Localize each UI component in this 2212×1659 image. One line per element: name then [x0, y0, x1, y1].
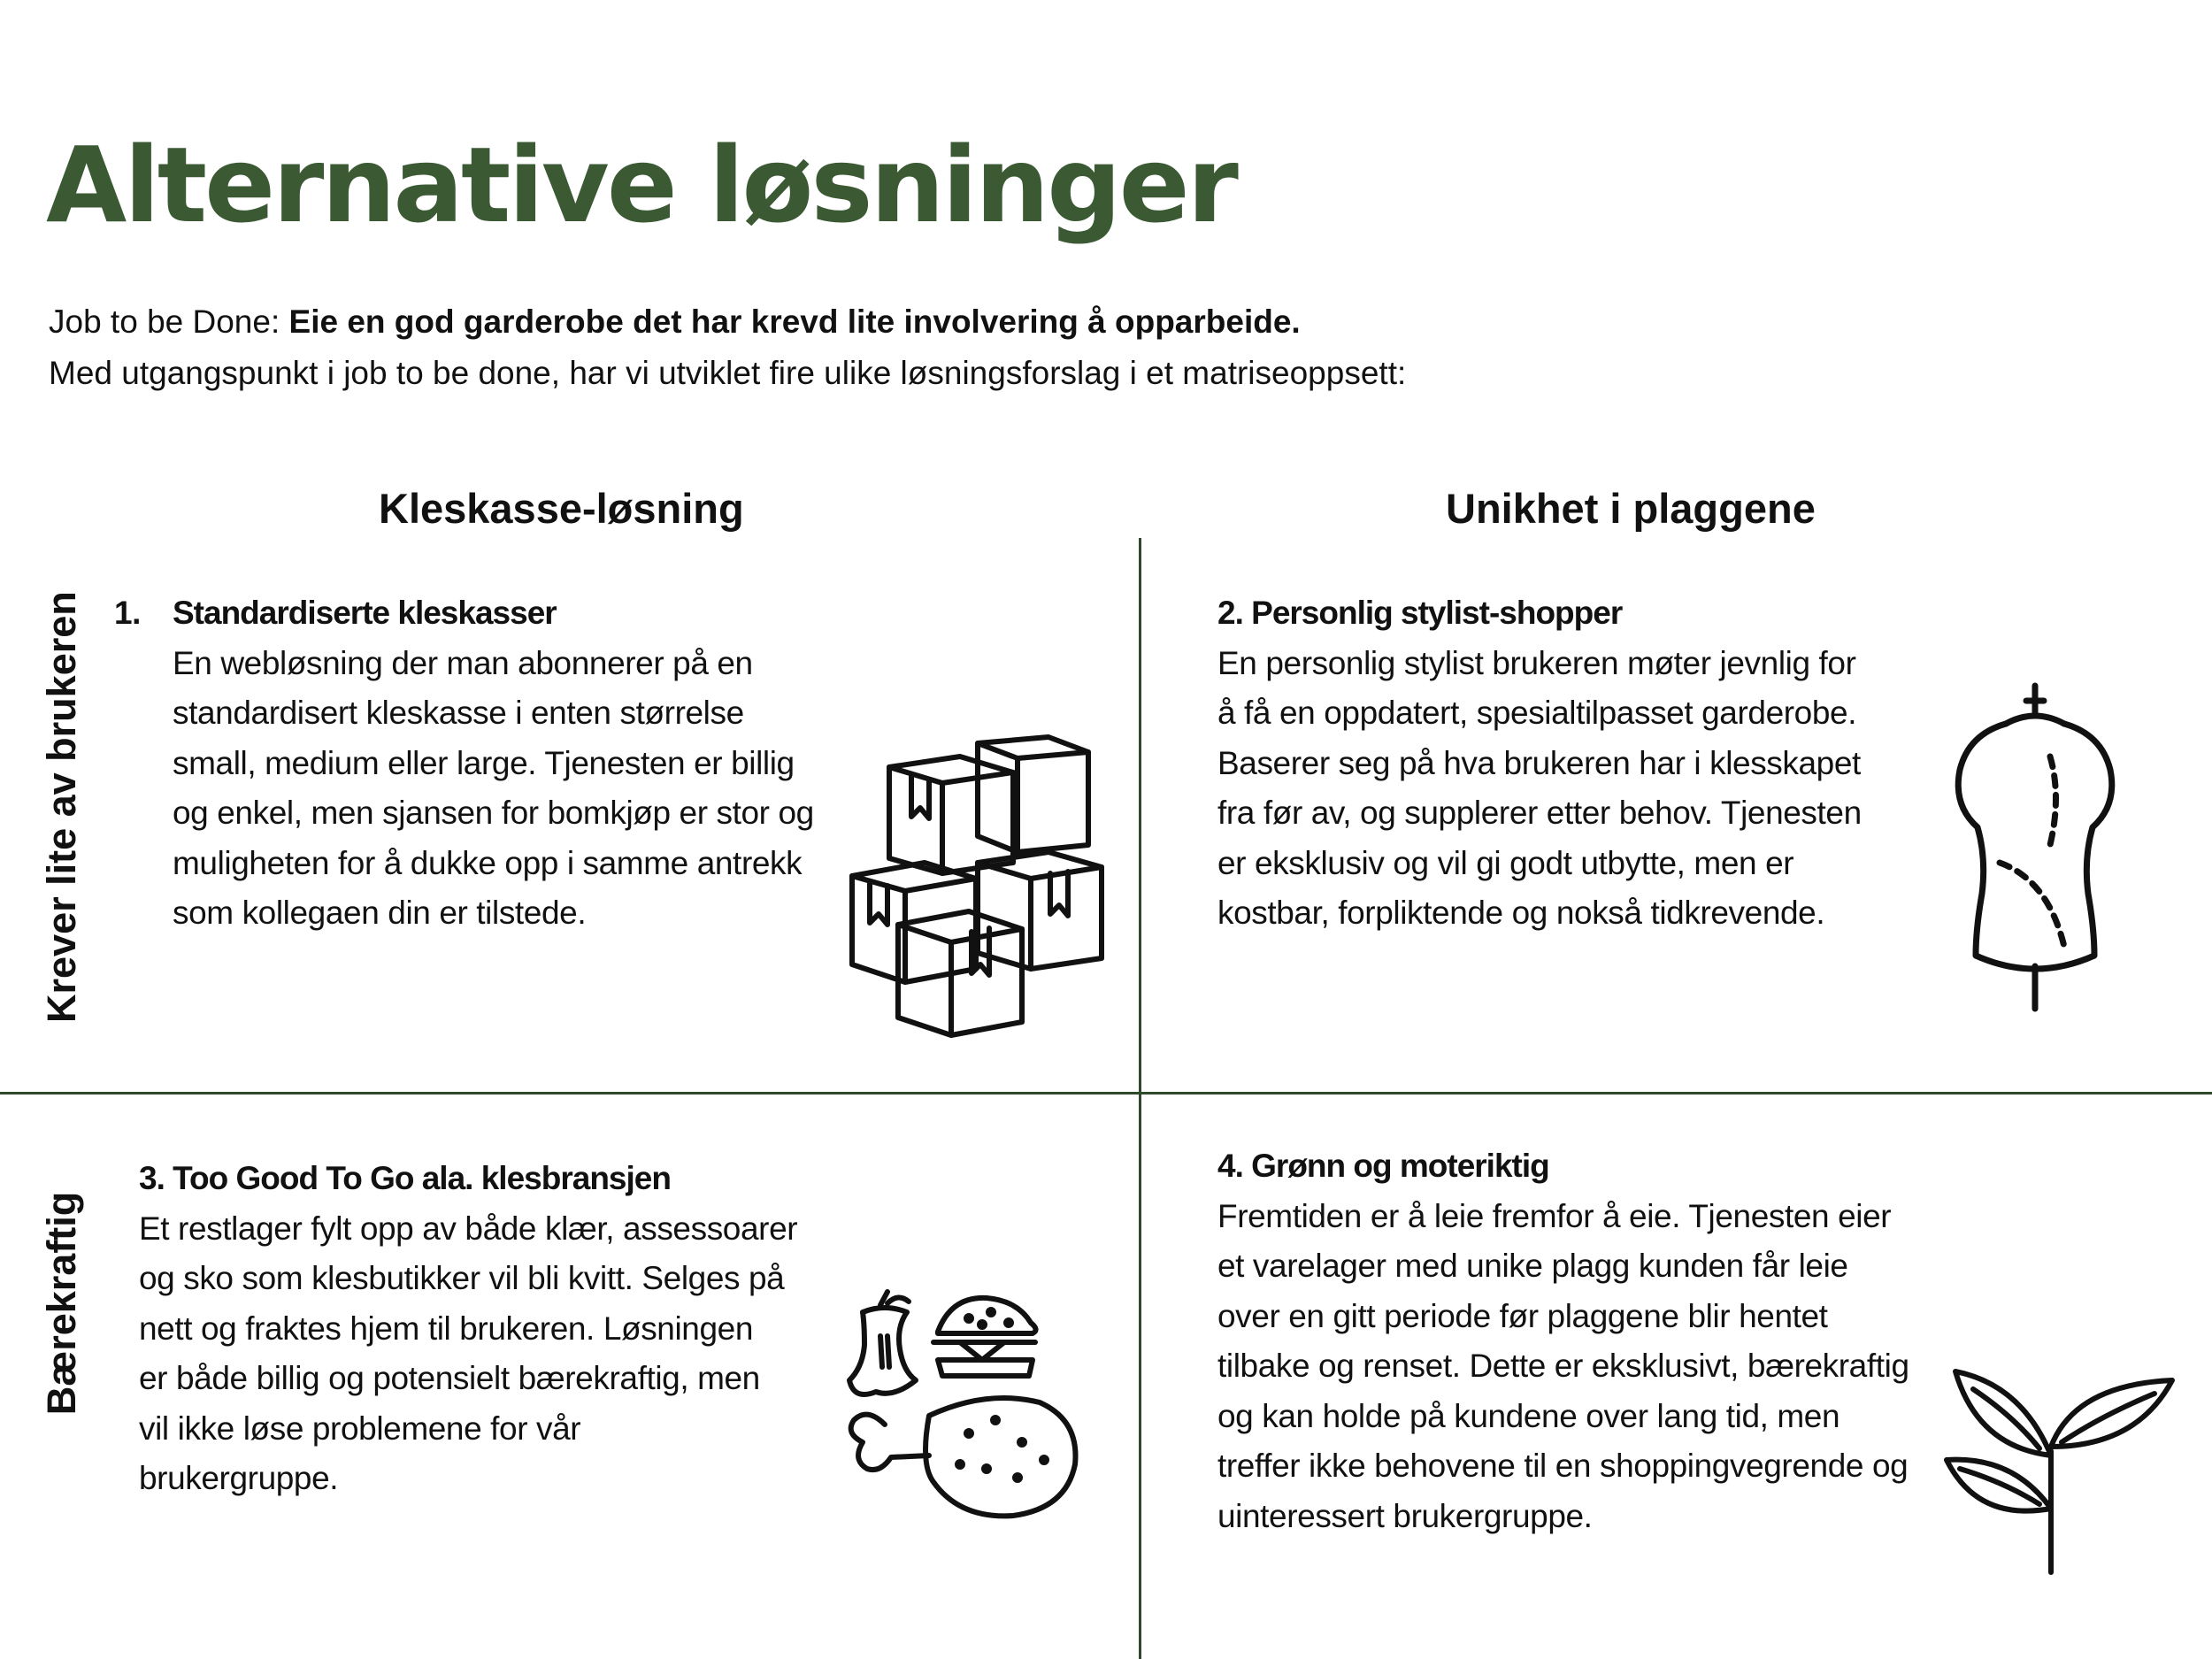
card-line: treffer ikke behovene til en shoppingvegrende og: [1217, 1448, 1909, 1484]
card-line: brukergruppe.: [139, 1460, 339, 1496]
card-line: vil ikke løse problemene for vår: [139, 1409, 581, 1447]
jtbd-statement: Eie en god garderobe det har krevd lite involvering å opparbeide.: [288, 303, 1301, 340]
card-line: og kan holde på kundene over lang tid, men: [1217, 1397, 1840, 1434]
card-line: Et restlager fylt opp av både klær, assessoarer: [139, 1210, 798, 1247]
card-line: tilbake og renset. Dette er eksklusivt, bærekraftig: [1217, 1348, 1909, 1384]
card-line: Baserer seg på hva brukeren har i klesskapet: [1217, 744, 1861, 781]
card-line: et varelager med unike plagg kunden får leie: [1217, 1248, 1848, 1284]
column-header-unikhet: Unikhet i plaggene: [1446, 485, 1816, 532]
solution-card-1: [114, 588, 872, 939]
card-line: over en gitt periode før plaggene blir hentet: [1217, 1297, 1828, 1334]
column-header-kleskasse: Kleskasse-løsning: [379, 485, 744, 532]
plant-icon: [1942, 1367, 2177, 1575]
jtbd-line: [49, 296, 2084, 348]
matrix-vertical-divider: [1139, 538, 1141, 1659]
card-heading: Standardiserte kleskasser: [173, 595, 557, 631]
card-line: muligheten for å dukke opp i samme antrekk: [173, 844, 803, 881]
card-line: som kollegaen din er tilstede.: [173, 895, 587, 931]
card-line: fra før av, og supplerer etter behov. Tjenesten: [1217, 795, 1862, 831]
card-line: small, medium eller large. Tjenesten er billig: [173, 744, 795, 781]
card-line: kostbar, forpliktende og nokså tidkrevende.: [1217, 895, 1825, 931]
boxes-icon: [845, 730, 1110, 1044]
card-line: er både billig og potensielt bærekraftig, men: [139, 1360, 760, 1396]
card-line: og sko som klesbutikker vil bli kvitt. Selges på: [139, 1260, 785, 1296]
food-waste-icon: [845, 1287, 1084, 1522]
card-line: nett og fraktes hjem til brukeren. Løsningen: [139, 1310, 753, 1347]
page-title: Alternative løsninger: [46, 124, 1236, 246]
row-label-baerekraftig: Bærekraftig: [39, 1191, 84, 1416]
card-heading: 2. Personlig stylist-shopper: [1217, 595, 1623, 631]
card-line: En personlig stylist brukeren møter jevnlig for: [1217, 644, 1856, 681]
intro-text: [49, 296, 2084, 399]
jtbd-prefix: Job to be Done:: [49, 303, 289, 340]
card-line: Fremtiden er å leie fremfor å eie. Tjenesten eier: [1217, 1197, 1892, 1234]
mannequin-icon: [1951, 681, 2119, 1013]
row-label-krever-lite: Krever lite av brukeren: [39, 591, 84, 1023]
solution-card-3: [139, 1154, 838, 1504]
card-heading: 4. Grønn og moteriktig: [1217, 1148, 1549, 1184]
card-line: En webløsning der man abonnerer på en: [173, 644, 753, 681]
card-line: standardisert kleskasse i enten størrelse: [173, 695, 744, 731]
matrix-horizontal-divider: [0, 1092, 2212, 1094]
card-line: og enkel, men sjansen for bomkjøp er stor og: [173, 795, 814, 831]
card-number: 1.: [114, 595, 142, 631]
card-line: er eksklusiv og vil gi godt utbytte, men er: [1217, 844, 1794, 881]
card-line: uinteressert brukergruppe.: [1217, 1497, 1593, 1534]
card-line: å få en oppdatert, spesialtilpasset garderobe.: [1217, 695, 1857, 731]
intro-line-2: Med utgangspunkt i job to be done, har vi utviklet fire ulike løsningsforslag i et matriseoppsett:: [49, 355, 1407, 391]
card-heading: 3. Too Good To Go ala. klesbransjen: [139, 1160, 671, 1196]
solution-card-4: [1217, 1141, 1978, 1541]
solution-card-2: [1217, 588, 1916, 939]
